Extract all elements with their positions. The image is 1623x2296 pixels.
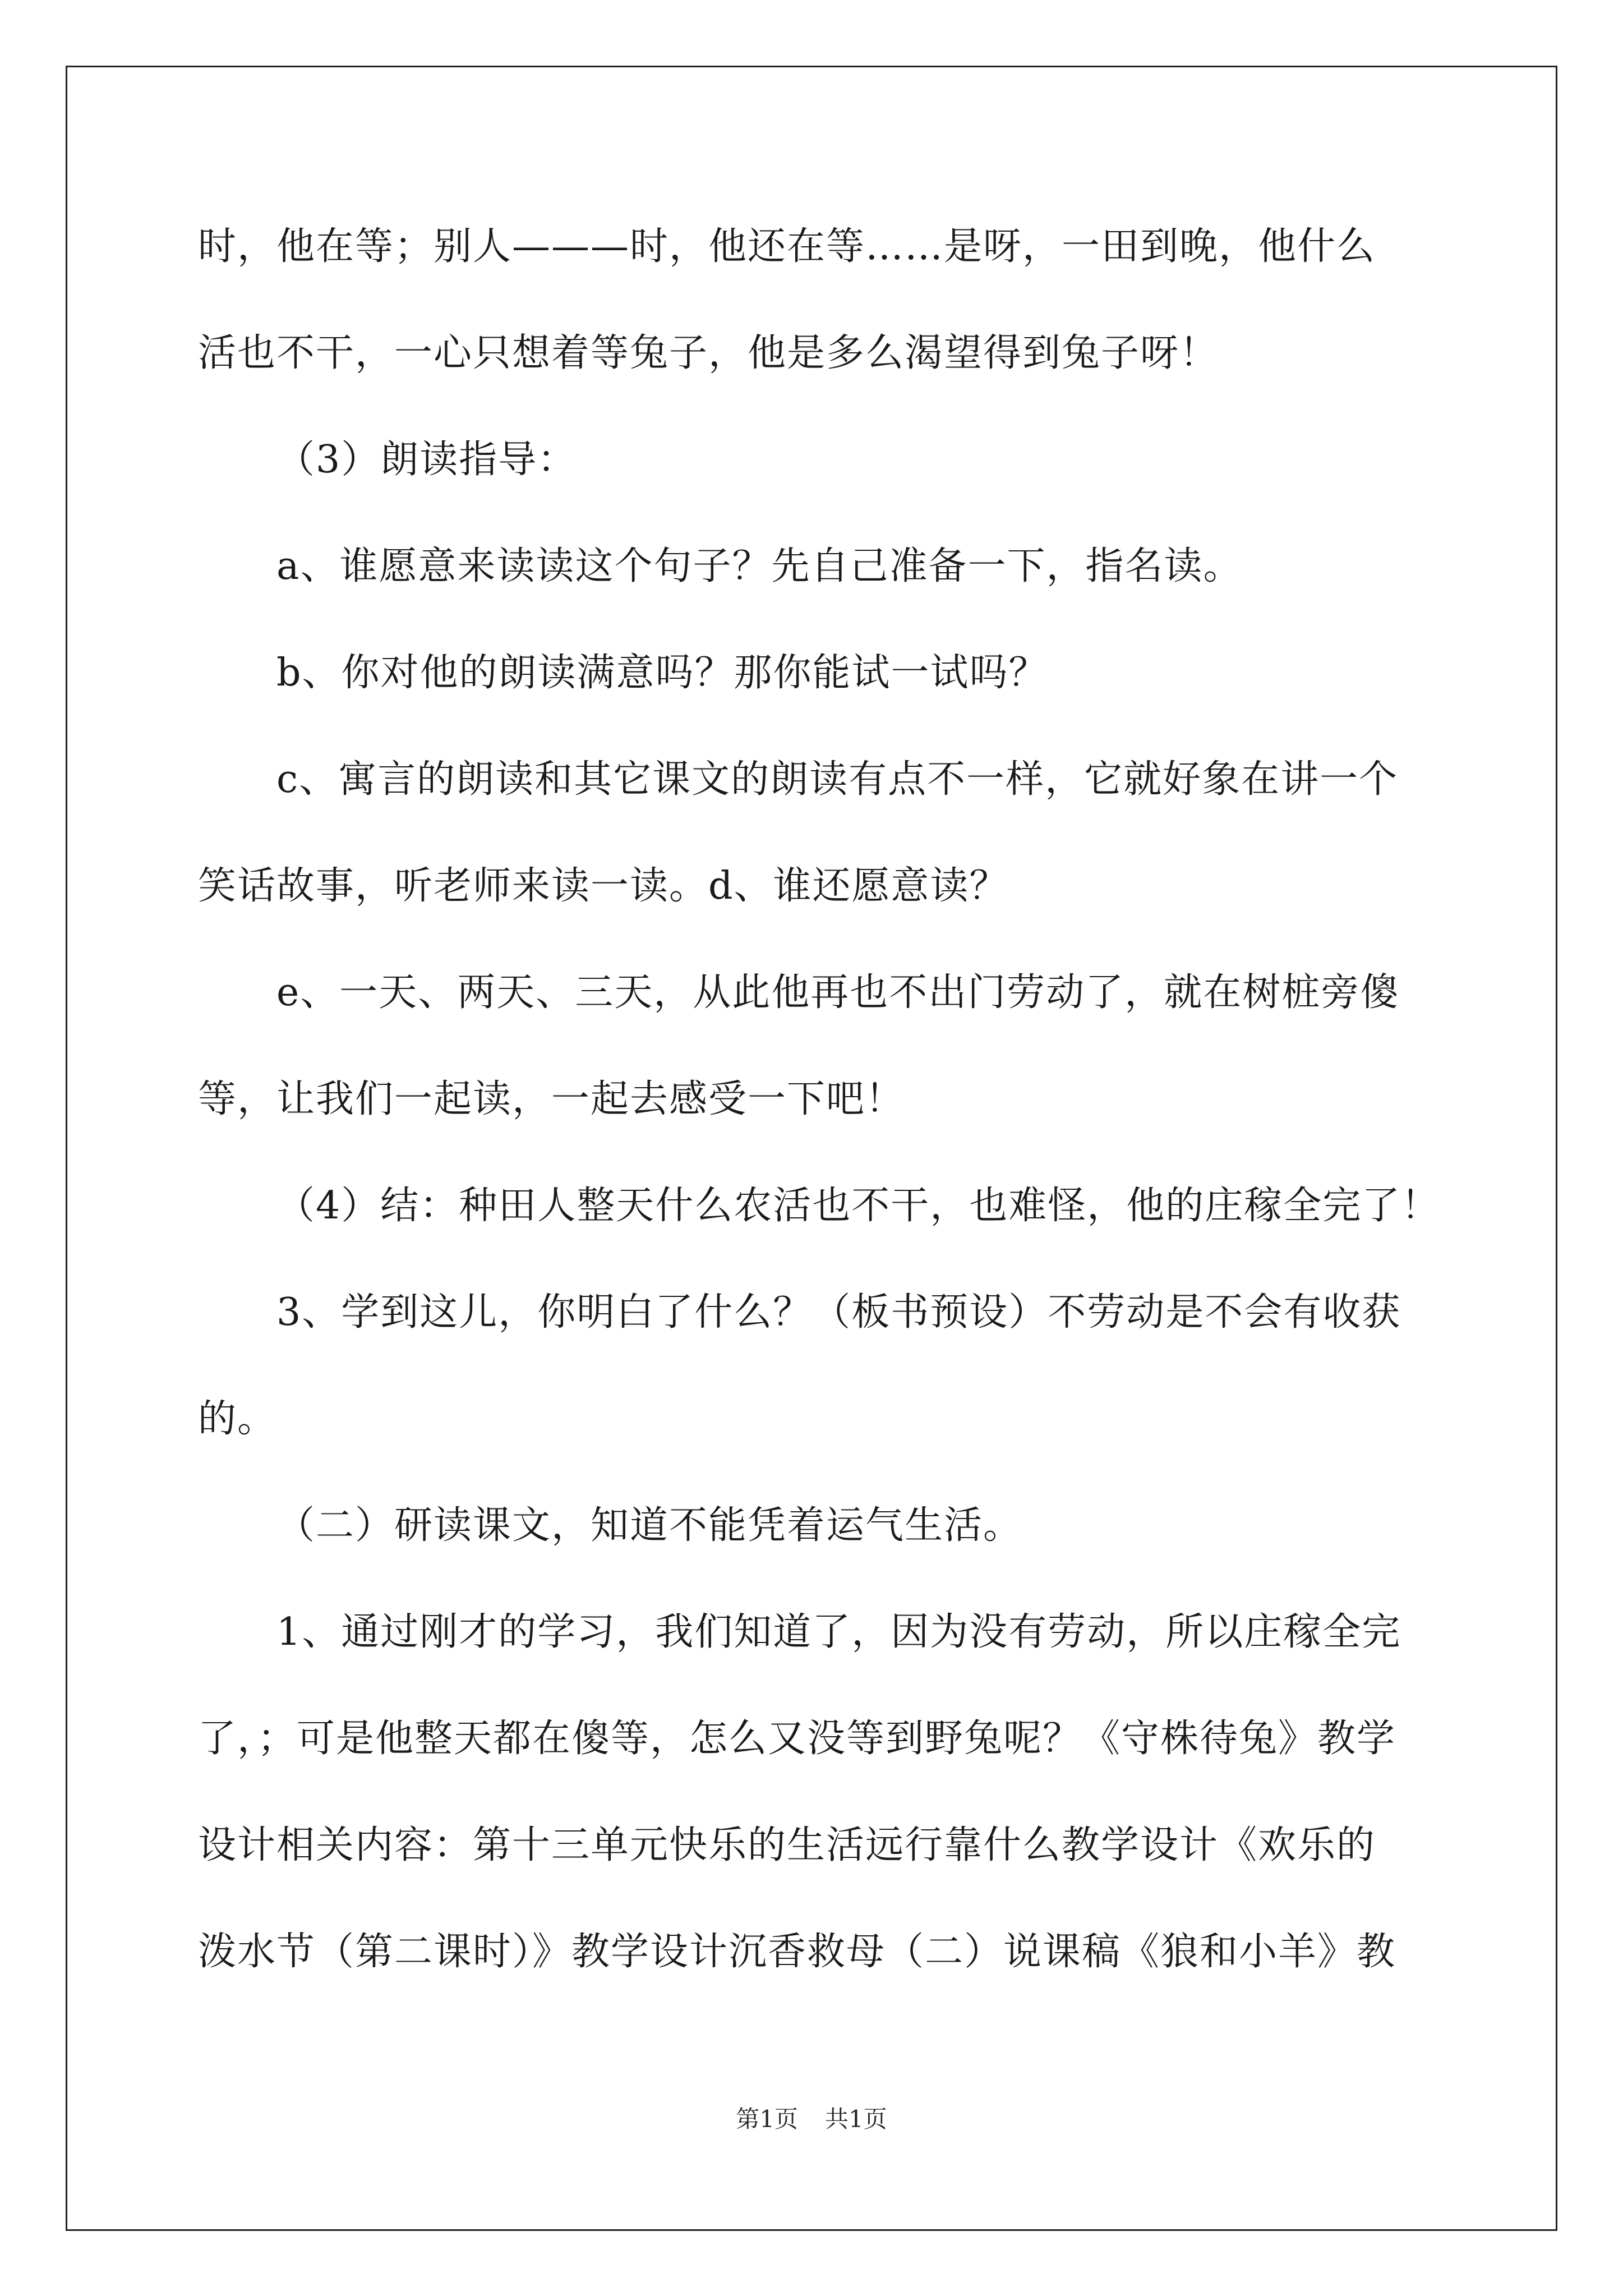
text-line: （二）研读课文，知道不能凭着运气生活。 xyxy=(276,1503,1023,1548)
text-line: 活也不干，一心只想着等兔子，他是多么渴望得到兔子呀！ xyxy=(198,331,1219,375)
text-line: 泼水节（第二课时）》教学设计沉香救母（二）说课稿《狼和小羊》教 xyxy=(198,1930,1396,1974)
page-number: 第1页 xyxy=(736,2105,798,2133)
text-line: 1、通过刚才的学习，我们知道了，因为没有劳动，所以庄稼全完 xyxy=(276,1610,1401,1654)
text-line: 设计相关内容：第十三单元快乐的生活远行靠什么教学设计《欢乐的 xyxy=(198,1823,1376,1867)
text-line: 3、学到这儿，你明白了什么？（板书预设）不劳动是不会有收获 xyxy=(276,1290,1401,1335)
page-footer xyxy=(0,2105,1623,2133)
text-line: 时，他在等；别人———时，他还在等……是呀，一田到晚，他什么 xyxy=(198,224,1376,269)
text-line: 笑话故事，听老师来读一读。d、谁还愿意读？ xyxy=(198,864,1009,908)
text-line: 了，；可是他整天都在傻等，怎么又没等到野兔呢？《守株待兔》教学 xyxy=(198,1717,1396,1761)
text-line: a、谁愿意来读读这个句子？先自己准备一下，指名读。 xyxy=(276,544,1243,588)
page-total: 共1页 xyxy=(825,2105,887,2133)
text-line: （4）结：种田人整天什么农活也不干，也难怪，他的庄稼全完了！ xyxy=(276,1184,1441,1228)
text-line: 等，让我们一起读，一起去感受一下吧！ xyxy=(198,1077,905,1121)
text-line: b、你对他的朗读满意吗？那你能试一试吗？ xyxy=(276,651,1048,695)
text-line: c、寓言的朗读和其它课文的朗读有点不一样，它就好象在讲一个 xyxy=(276,757,1399,802)
text-line: e、一天、两天、三天，从此他再也不出门劳动了，就在树桩旁傻 xyxy=(276,970,1400,1015)
text-line: （3）朗读指导： xyxy=(276,438,577,482)
text-line: 的。 xyxy=(198,1397,277,1441)
page-border xyxy=(66,66,1557,2231)
